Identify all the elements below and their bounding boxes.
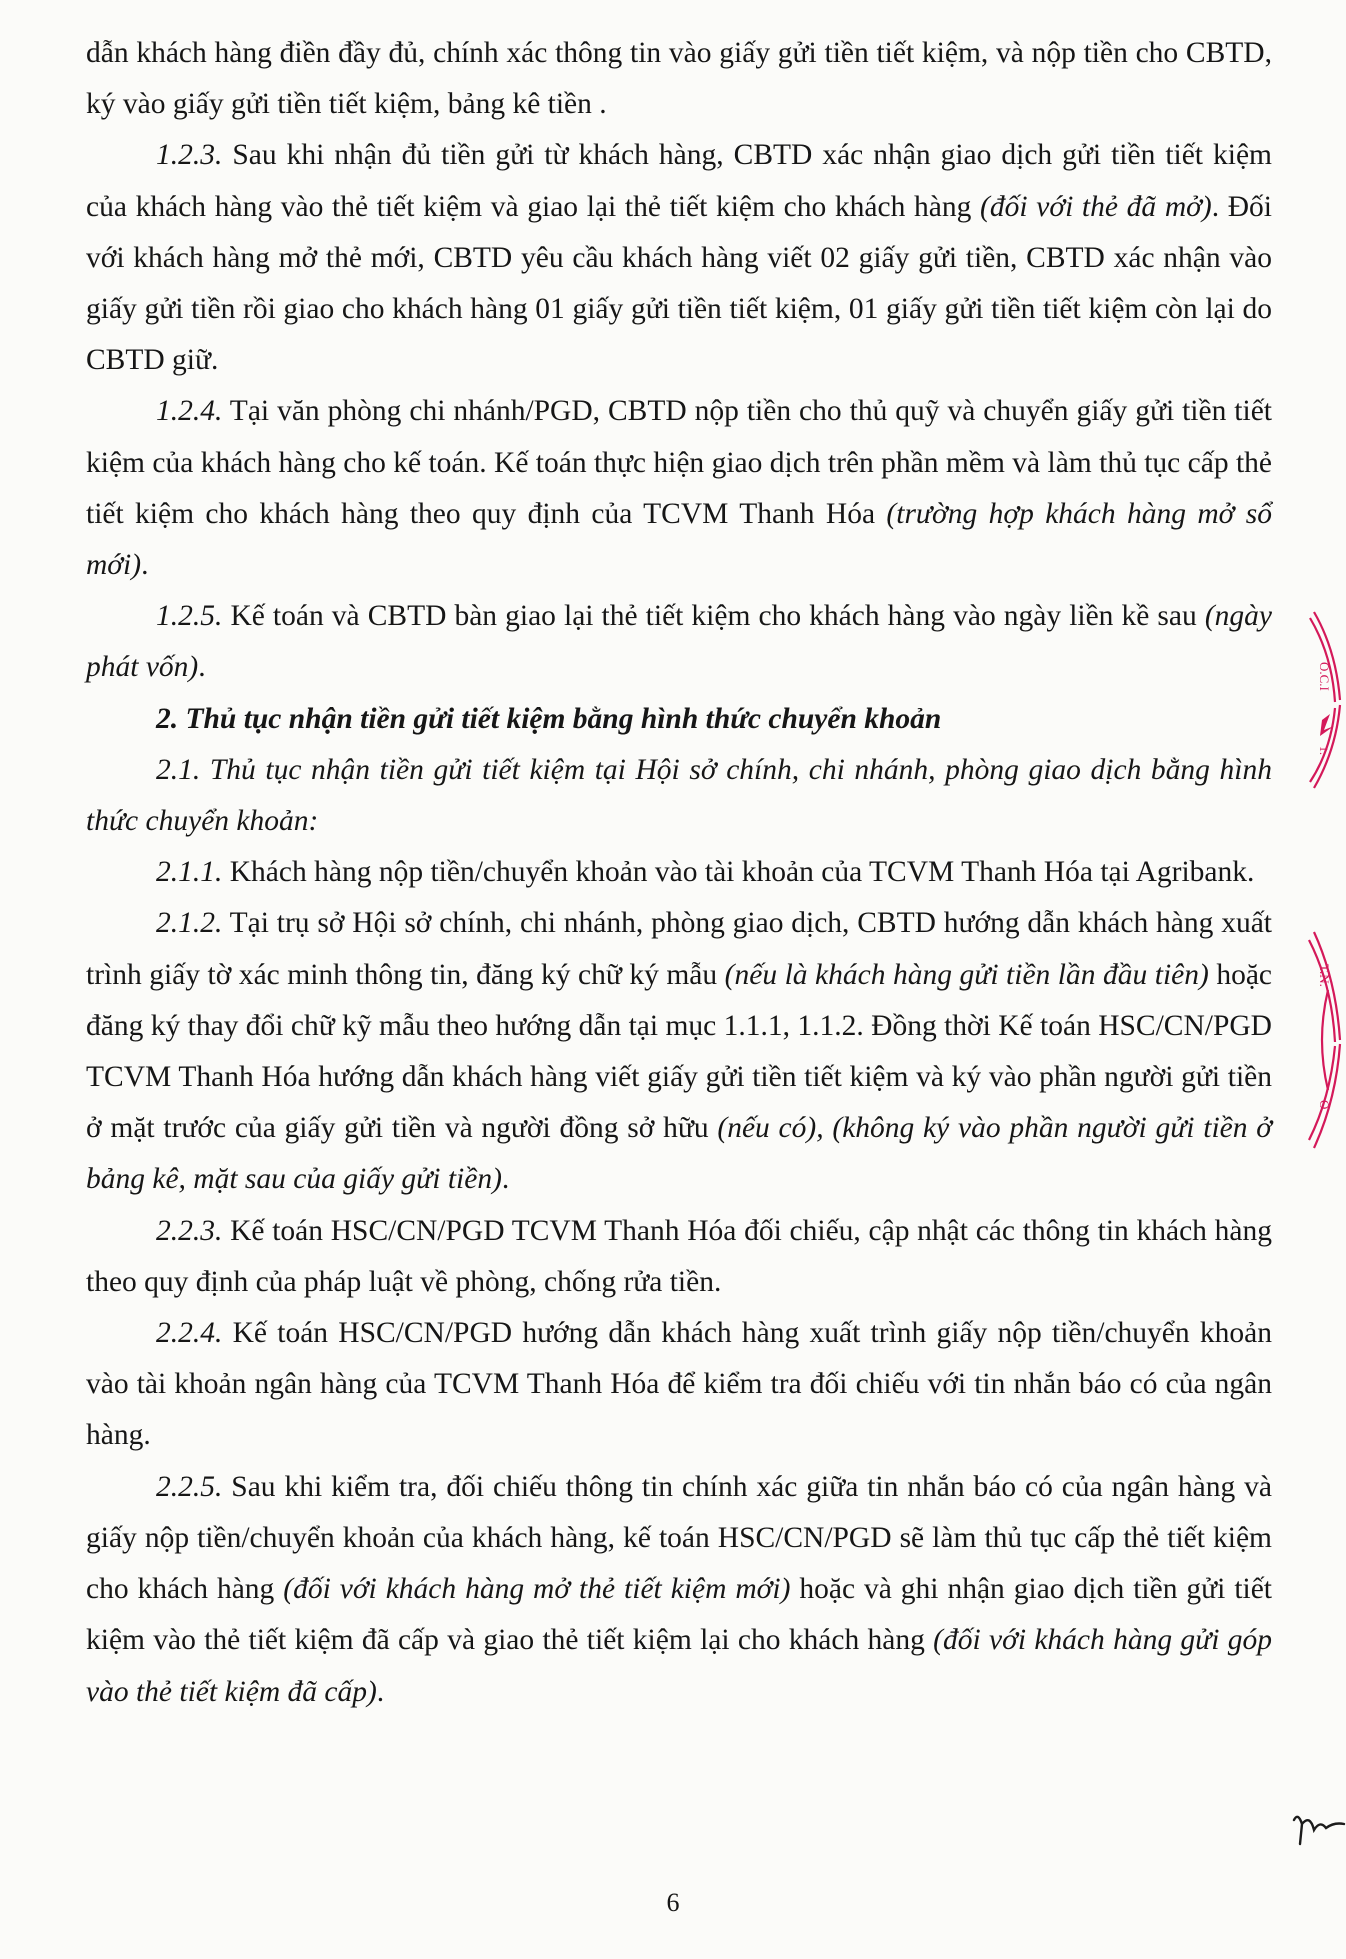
paragraph bbox=[86, 1308, 1272, 1462]
text-run: Kế toán HSC/CN/PGD TCVM Thanh Hóa đối chiếu, cập nhật các thông tin khách hàng theo quy định của pháp luật về phòng, chống rửa tiền. bbox=[86, 1214, 1272, 1298]
text-run: . bbox=[376, 1675, 385, 1708]
text-run: (trường hợp khách hàng mở sổ mới) bbox=[86, 497, 1272, 582]
text-run: Tại văn phòng chi nhánh/PGD, CBTD nộp tiền cho thủ quỹ và chuyển giấy gửi tiền tiết kiệm của khách hàng cho kế toán. Kế toán thực hiện giao dịch trên phần mềm và làm thủ tục cấp thẻ tiết kiệm cho khách hàng theo quy định của TCVM Thanh Hóa bbox=[86, 395, 1272, 530]
text-run: 2.1.1. bbox=[156, 856, 223, 889]
text-run: Sau khi kiểm tra, đối chiếu thông tin chính xác giữa tin nhắn báo có của ngân hàng và giấy nộp tiền/chuyển khoản của khách hàng, kế toán HSC/CN/PGD sẽ làm thủ tục cấp thẻ tiết kiệm cho khách hàng bbox=[86, 1470, 1272, 1606]
svg-text:O.C.I: O.C.I bbox=[1317, 662, 1332, 691]
paragraph bbox=[86, 1206, 1272, 1308]
paragraph bbox=[86, 386, 1272, 591]
text-run: 1.2.3. bbox=[156, 139, 223, 172]
text-run: (đối với khách hàng mở thẻ tiết kiệm mới) bbox=[283, 1573, 791, 1606]
text-run: (đối với khách hàng gửi góp vào thẻ tiết kiệm đã cấp) bbox=[86, 1624, 1272, 1708]
text-run: hoặc và ghi nhận giao dịch tiền gửi tiết kiệm vào thẻ tiết kiệm đã cấp và giao thẻ tiết kiệm lại cho khách hàng bbox=[86, 1573, 1272, 1657]
section-heading bbox=[86, 745, 1272, 847]
text-run: 2.2.4. bbox=[156, 1317, 223, 1350]
paragraph bbox=[86, 898, 1272, 1205]
text-run: 2.1.2. bbox=[156, 907, 223, 940]
text-run: . bbox=[501, 1163, 510, 1196]
text-run: 1.2.5. bbox=[156, 600, 223, 633]
paragraph bbox=[86, 847, 1272, 898]
paragraph bbox=[86, 130, 1272, 386]
document-body bbox=[86, 28, 1272, 1718]
text-run: . Đối với khách hàng mở thẻ mới, CBTD yêu cầu khách hàng viết 02 giấy gửi tiền, CBTD xác nhận vào giấy gửi tiền rồi giao cho khách hàng 01 giấy gửi tiền tiết kiệm, 01 giấy gửi tiền tiết kiệm còn lại do CBTD giữ. bbox=[86, 190, 1273, 377]
svg-text:O.: O. bbox=[1317, 1100, 1332, 1113]
page-number: 6 bbox=[666, 1888, 680, 1917]
text-run: Kế toán và CBTD bàn giao lại thẻ tiết kiệm cho khách hàng vào ngày liền kề sau bbox=[222, 600, 1205, 633]
red-seal-stamp-fragment-top bbox=[1306, 610, 1346, 790]
text-run: . bbox=[141, 549, 149, 582]
paragraph bbox=[86, 1462, 1272, 1718]
handwritten-initials-signature bbox=[1290, 1810, 1346, 1850]
text-run: Tại trụ sở Hội sở chính, chi nhánh, phòng giao dịch, CBTD hướng dẫn khách hàng xuất trình giấy tờ xác minh thông tin, đăng ký chữ ký mẫu bbox=[86, 907, 1272, 991]
svg-text:T.N.: T.N. bbox=[1317, 964, 1332, 987]
red-seal-stamp-fragment-bottom bbox=[1306, 930, 1346, 1150]
text-run: 2.2.5. bbox=[156, 1470, 223, 1503]
text-run: hoặc đăng ký thay đổi chữ kỹ mẫu theo hướng dẫn tại mục 1.1.1, 1.1.2. Đồng thời Kế toán HSC/CN/PGD TCVM Thanh Hóa hướng dẫn khách hàng viết giấy gửi tiền tiết kiệm và ký vào phần người gửi tiền ở mặt trước của giấy gửi tiền và người đồng sở hữu bbox=[86, 958, 1273, 1145]
text-run: (nếu là khách hàng gửi tiền lần đầu tiên) bbox=[724, 958, 1209, 991]
text-run: (đối với thẻ đã mở) bbox=[980, 190, 1212, 223]
text-run: (nếu có), (không ký vào phần người gửi tiền ở bảng kê, mặt sau của giấy gửi tiền) bbox=[86, 1112, 1273, 1196]
text-run: . bbox=[198, 651, 206, 684]
text-run: Sau khi nhận đủ tiền gửi từ khách hàng, CBTD xác nhận giao dịch gửi tiền tiết kiệm của khách hàng vào thẻ tiết kiệm và giao lại thẻ tiết kiệm cho khách hàng bbox=[86, 139, 1272, 223]
paragraph bbox=[86, 28, 1272, 130]
text-run: 2.2.3. bbox=[156, 1214, 223, 1247]
text-run: 2. Thủ tục nhận tiền gửi tiết kiệm bằng hình thức chuyển khoản bbox=[156, 702, 942, 735]
text-run: (ngày phát vốn) bbox=[86, 600, 1272, 684]
svg-text:1.: 1. bbox=[1317, 746, 1331, 755]
text-run: dẫn khách hàng điền đầy đủ, chính xác thông tin vào giấy gửi tiền tiết kiệm, và nộp tiền cho CBTD, ký vào giấy gửi tiền tiết kiệm, bảng kê tiền . bbox=[86, 37, 1272, 121]
text-run: Kế toán HSC/CN/PGD hướng dẫn khách hàng xuất trình giấy nộp tiền/chuyển khoản vào tài khoản ngân hàng của TCVM Thanh Hóa để kiểm tra đối chiếu với tin nhắn báo có của ngân hàng. bbox=[86, 1317, 1272, 1452]
text-run: 2.1. Thủ tục nhận tiền gửi tiết kiệm tại Hội sở chính, chi nhánh, phòng giao dịch bằng hình thức chuyển khoản: bbox=[86, 753, 1272, 838]
section-heading bbox=[86, 694, 1272, 745]
paragraph bbox=[86, 591, 1272, 693]
text-run: Khách hàng nộp tiền/chuyển khoản vào tài khoản của TCVM Thanh Hóa tại Agribank. bbox=[222, 856, 1255, 889]
text-run: 1.2.4. bbox=[156, 395, 223, 428]
